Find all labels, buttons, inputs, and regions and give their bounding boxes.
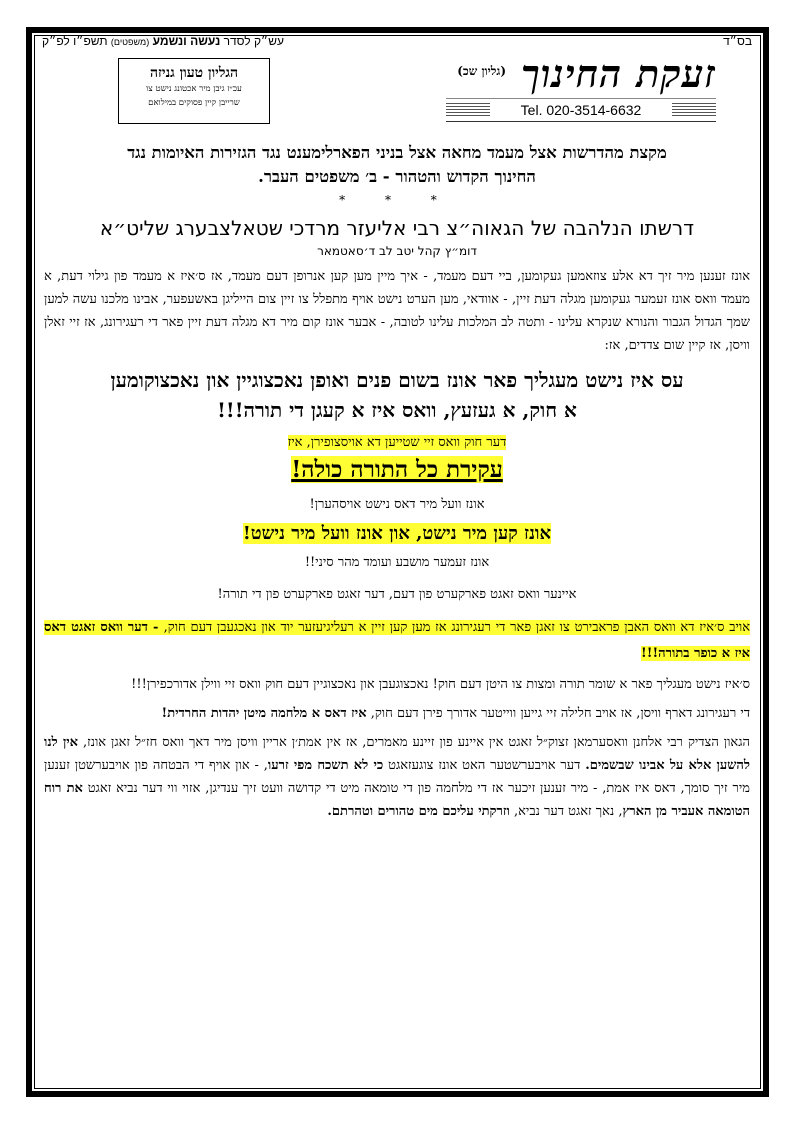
- line-b: אונז זעמער מושבע ועומד מהר סיני!!: [304, 555, 490, 570]
- line-a: אונז וועל מיר דאס נישט אויסהערן!: [309, 497, 485, 512]
- paragraph-4: [44, 731, 750, 823]
- line-c: איינער וואס זאגט פארקערט פון דעם, דער זאגט פארקערט פון די תורה!: [217, 587, 577, 602]
- paragraph-3-text: די רעגירונג דארף וויסן, אז אויב חלילה זיי גייען ווייטער אדורך פירן דעם חוק,: [366, 706, 750, 721]
- paragraph-1: אונז זענען מיר זיך דא אלע צוזאמען געקומען, ביי דעם מעמד, - איך מיין מען קען אנרופן דעם מעמד, אז ס׳איז א מעמד פון גילוי דעת, א מעמד וואס אונז זעמער געקומען מגלה דעת זיין, - אוודאי, מען הערט נישט אויף מתפלל צו זיין צום הייליגן באשעפער, אבינו מלכנו עשה למען שמך הגדול הגבור והנורא שנקרא עלינו - ותטה לב המלכות עלינו לטובה, - אבער אונז קום מיר דא מגלה דעת זיין פאר די רעגירונג, אז זיי זאלן וויסן, אז קיין שום צדדים, אז:: [44, 269, 750, 353]
- p4-part-g: , נאך זאגט דער נביא,: [509, 804, 623, 819]
- p4-part-d: כי לא תשכח מפי זרעו: [267, 758, 384, 773]
- p4-part-b: אין לנו להשען אלא על אבינו שבשמים.: [44, 735, 750, 773]
- highlighted-paragraph: [44, 615, 750, 667]
- parsha-line: [42, 32, 284, 50]
- highlighted-paragraph-bold: - דער וואס זאגט דאס איז א כופר בתורה!!!: [44, 620, 750, 661]
- bold-statement-line-2: א חוק, א געזעץ, וואס איז א קעגן די תורה!!!: [217, 398, 577, 422]
- speaker-name: דרשתו הנלהבה של הגאוה״צ רבי אליעזר מרדכי שטאלצבערג שליט״א: [99, 216, 695, 240]
- hl-big-row: [40, 519, 754, 549]
- newsletter-page: [40, 32, 754, 823]
- geniza-title: הגליון טעון גניזה: [149, 65, 239, 81]
- masthead: [40, 50, 754, 135]
- parsha-name: נעשה ונשמע: [152, 34, 221, 48]
- p4-part-c: דער אויבערשטער האט אונז צוגעזאגט: [383, 758, 586, 773]
- highlight-block: [40, 431, 754, 453]
- geniza-line-2: שרייבן קיין פסוקים במילואם: [148, 98, 240, 108]
- huge-line-row: [40, 453, 754, 487]
- bold-statement-line-1: עס איז נישט מעגליך פאר אונז בשום פנים ואופן נאכצוגיין און נאכצוקומען: [110, 368, 684, 392]
- telephone-row: [446, 98, 716, 122]
- parsha-prefix: עש״ק לסדר: [223, 34, 285, 48]
- geniza-notice-box: [118, 58, 270, 124]
- title-block: [446, 52, 716, 122]
- bsd-label: בס״ד: [723, 34, 752, 48]
- bold-statement: [40, 365, 754, 425]
- paragraph-3-bold: איז דאס א מלחמה מיטן יהדות החרדית!: [161, 706, 367, 721]
- publication-title: זעקת החינוך: [521, 51, 716, 96]
- year-label: תשפ״ו לפ״ק: [42, 34, 108, 48]
- p4-part-e: , - און אויף די הבטחה פון אויבערשטן זענען מיר זיך סומך, דאס איז אמת, - מיר זענען זיכער אז די מלחמה פון די טומאה מיט די קדושה וועט זיך ענדיגן, אזוי ווי דער נביא זאגט: [44, 758, 750, 796]
- headline-line-1: מקצת מהדרשות אצל מעמד מחאה אצל בניני הפארלימענט נגד הגזירות האיומות נגד: [127, 143, 667, 162]
- telephone-number: Tel. 020-3514-6632: [520, 102, 642, 118]
- section-separator-stars: * * *: [339, 193, 455, 207]
- paragraph-2: ס׳איז נישט מעגליך פאר א שומר תורה ומצות צו היטן דעם חוק! נאכצוגעבן און נאכצוגיין דעם חוק וואס זיי ווילן אדורכפירן!!!: [131, 677, 750, 692]
- decorative-rules-left: [446, 103, 490, 117]
- huge-highlighted-line: עקירת כל התורה כולה!: [291, 456, 503, 483]
- p4-part-h: וזרקתי עליכם מים טהורים וטהרתם.: [327, 804, 510, 819]
- highlighted-line: דער חוק וואס זיי שטייען דא אויסצופירן, איז: [287, 435, 507, 450]
- headline-line-2: החינוך הקדוש והטהור - ב׳ משפטים העבר.: [258, 167, 536, 186]
- paragraph-3: [44, 702, 750, 725]
- decorative-rules-right: [672, 103, 716, 117]
- title-row: [446, 52, 716, 96]
- top-line: [40, 32, 754, 50]
- highlighted-big-line: אונז קען מיר נישט, און אונז וועל מיר נישט!: [242, 523, 552, 544]
- geniza-line-1: עכ״ז גיבן מיר אכטונג נישט צו: [146, 84, 242, 94]
- p4-part-f: את רוח הטומאה אעביר מן הארץ: [44, 781, 750, 819]
- parsha-small: (משפטים): [110, 37, 150, 47]
- issue-number: (גליון שכ): [457, 64, 506, 78]
- highlighted-paragraph-text: אויב ס׳איז דא וואס האבן פראבירט צו זאגן פאר די רעגירונג אז מען קען זיין א רעליגיעזער יוד און נאכגעבן דעם חוק,: [163, 620, 750, 635]
- speaker-title: דומ״ץ קהל יטב לב ד׳סאטמאר: [317, 244, 477, 258]
- headline: [40, 141, 754, 189]
- p4-part-a: הגאון הצדיק רבי אלחנן וואסערמאן זצוק״ל זאגט אין איינע פון זיינע מאמרים, אז אין אמת׳ן אריין וויסן מיר דאך וואס חז״ל זאגן אונז,: [78, 735, 750, 750]
